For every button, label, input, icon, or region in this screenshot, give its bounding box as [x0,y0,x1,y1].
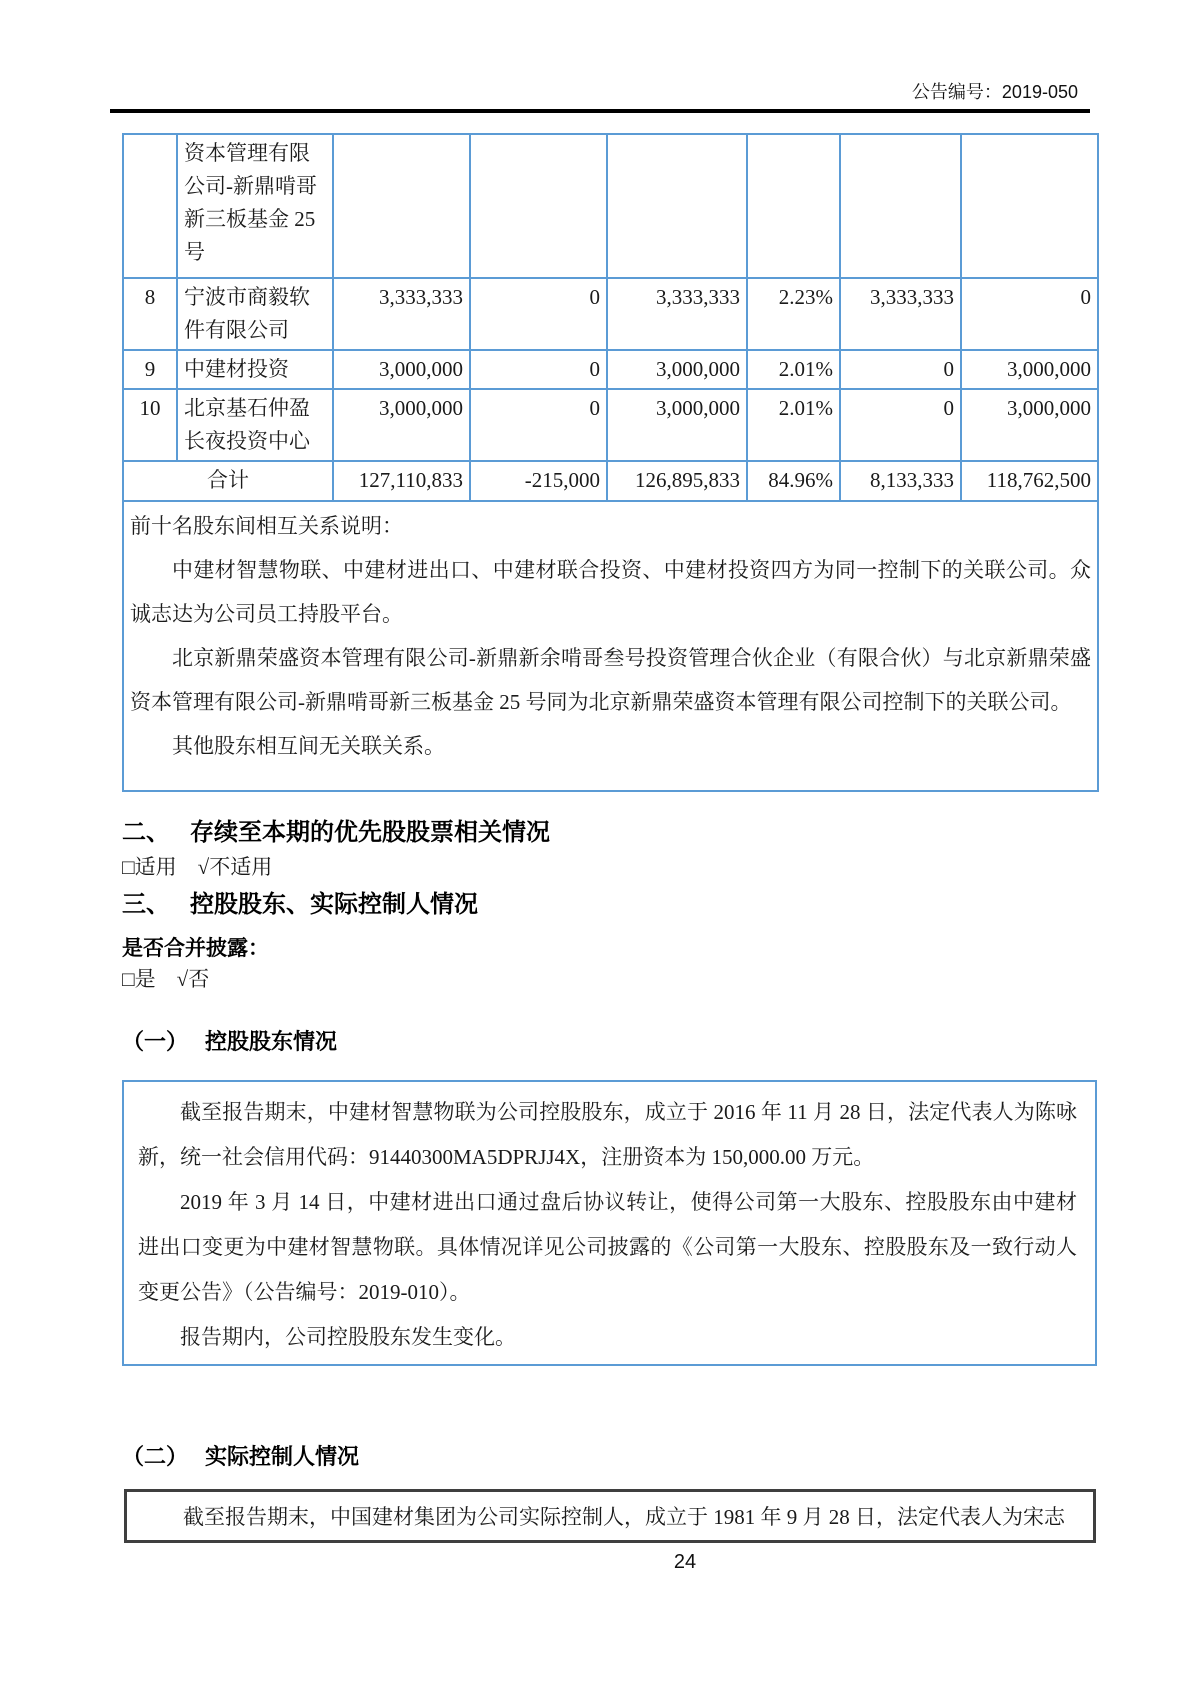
cell-relationship-note [123,501,1098,791]
table-row-total [123,461,1098,501]
subsection-1-number: （一） [122,1029,189,1054]
cell-total-shares-change: -215,000 [470,461,607,501]
table-row-carryover [123,134,1098,278]
cell-unrestricted-shares: 3,000,000 [961,350,1098,389]
cell-empty [840,134,961,278]
cell-total-shares-end: 126,895,833 [607,461,747,501]
controlling-shareholder-paragraph: 截至报告期末，中建材智慧物联为公司控股股东，成立于 2016 年 11 月 28 日，法定代表人为陈咏新，统一社会信用代码：91440300MA5DPRJJ4X，注册资本为 150,000.00 万元。 [138,1100,1077,1169]
cell-empty [747,134,840,278]
cell-shareholder-name-continued: 资本管理有限公司-新鼎啃哥新三板基金 25 号 [177,134,333,278]
cell-shares-end: 3,333,333 [607,278,747,350]
subsection-1-heading [122,1028,337,1056]
section-2-number: 二、 [122,819,170,846]
subsection-1-title: 控股股东情况 [205,1029,338,1054]
actual-controller-paragraph: 截至报告期末，中国建材集团为公司实际控制人，成立于 1981 年 9 月 28 日，法定代表人为宋志 [183,1505,1065,1529]
section-2-title: 存续至本期的优先股股票相关情况 [190,819,550,846]
relationship-note-paragraph: 其他股东相互间无关联关系。 [172,734,445,758]
section-3-number: 三、 [122,891,170,918]
table-row-10 [123,389,1098,461]
merged-disclosure-choice: □是 √否 [122,967,210,991]
cell-shares-end: 3,000,000 [607,389,747,461]
cell-shareholder-name: 宁波市商毅软件有限公司 [177,278,333,350]
cell-empty [607,134,747,278]
controlling-shareholder-paragraph: 2019 年 3 月 14 日，中建材进出口通过盘后协议转让，使得公司第一大股东、控股股东由中建材进出口变更为中建材智慧物联。具体情况详见公司披露的《公司第一大股东、控股股东及一致行动人变更公告》（公告编号：2019-010）。 [138,1190,1077,1304]
cell-shares-change: 0 [470,389,607,461]
table-row-8 [123,278,1098,350]
cell-restricted-shares: 0 [840,350,961,389]
cell-shares-ratio: 2.01% [747,350,840,389]
section-2-heading [122,818,550,848]
page-number: 24 [673,1551,697,1573]
controlling-shareholder-box [122,1080,1097,1366]
cell-shares-change: 0 [470,350,607,389]
merged-disclosure-label: 是否合并披露： [122,937,269,960]
subsection-2-number: （二） [122,1444,189,1469]
cell-index [123,134,177,278]
cell-shares-ratio: 2.23% [747,278,840,350]
table-row-relationship-note [123,501,1098,791]
cell-shares-begin: 3,333,333 [333,278,470,350]
cell-shares-begin: 3,000,000 [333,389,470,461]
cell-index: 8 [123,278,177,350]
actual-controller-box [124,1489,1096,1543]
cell-index: 9 [123,350,177,389]
cell-empty [333,134,470,278]
cell-restricted-shares: 0 [840,389,961,461]
cell-total-label: 合计 [123,461,333,501]
announcement-number: 公告编号：2019-050 [911,82,1078,102]
cell-total-shares-begin: 127,110,833 [333,461,470,501]
cell-shares-begin: 3,000,000 [333,350,470,389]
header-rule [110,109,1090,113]
section-3-title: 控股股东、实际控制人情况 [190,891,478,918]
relationship-note-paragraph: 北京新鼎荣盛资本管理有限公司-新鼎新余啃哥叁号投资管理合伙企业（有限合伙）与北京新鼎荣盛资本管理有限公司-新鼎啃哥新三板基金 25 号同为北京新鼎荣盛资本管理有限公司控制下的关联公司。 [130,646,1091,714]
cell-shares-end: 3,000,000 [607,350,747,389]
cell-unrestricted-shares: 0 [961,278,1098,350]
cell-restricted-shares: 3,333,333 [840,278,961,350]
cell-total-restricted: 8,133,333 [840,461,961,501]
cell-empty [470,134,607,278]
cell-shareholder-name: 北京基石仲盈长夜投资中心 [177,389,333,461]
relationship-note-title: 前十名股东间相互关系说明： [130,514,403,538]
subsection-2-title: 实际控制人情况 [205,1444,360,1469]
cell-shares-ratio: 2.01% [747,389,840,461]
cell-unrestricted-shares: 3,000,000 [961,389,1098,461]
relationship-note-paragraph: 中建材智慧物联、中建材进出口、中建材联合投资、中建材投资四方为同一控制下的关联公司。众诚志达为公司员工持股平台。 [130,558,1091,626]
cell-shares-change: 0 [470,278,607,350]
section-2-applicability: □适用 √不适用 [122,855,273,879]
cell-empty [961,134,1098,278]
cell-total-unrestricted: 118,762,500 [961,461,1098,501]
cell-index: 10 [123,389,177,461]
controlling-shareholder-paragraph: 报告期内，公司控股股东发生变化。 [180,1325,516,1349]
cell-total-ratio: 84.96% [747,461,840,501]
section-3-heading [122,890,478,920]
cell-shareholder-name: 中建材投资 [177,350,333,389]
table-row-9 [123,350,1098,389]
subsection-2-heading [122,1443,359,1471]
top-ten-shareholders-table [122,133,1099,792]
